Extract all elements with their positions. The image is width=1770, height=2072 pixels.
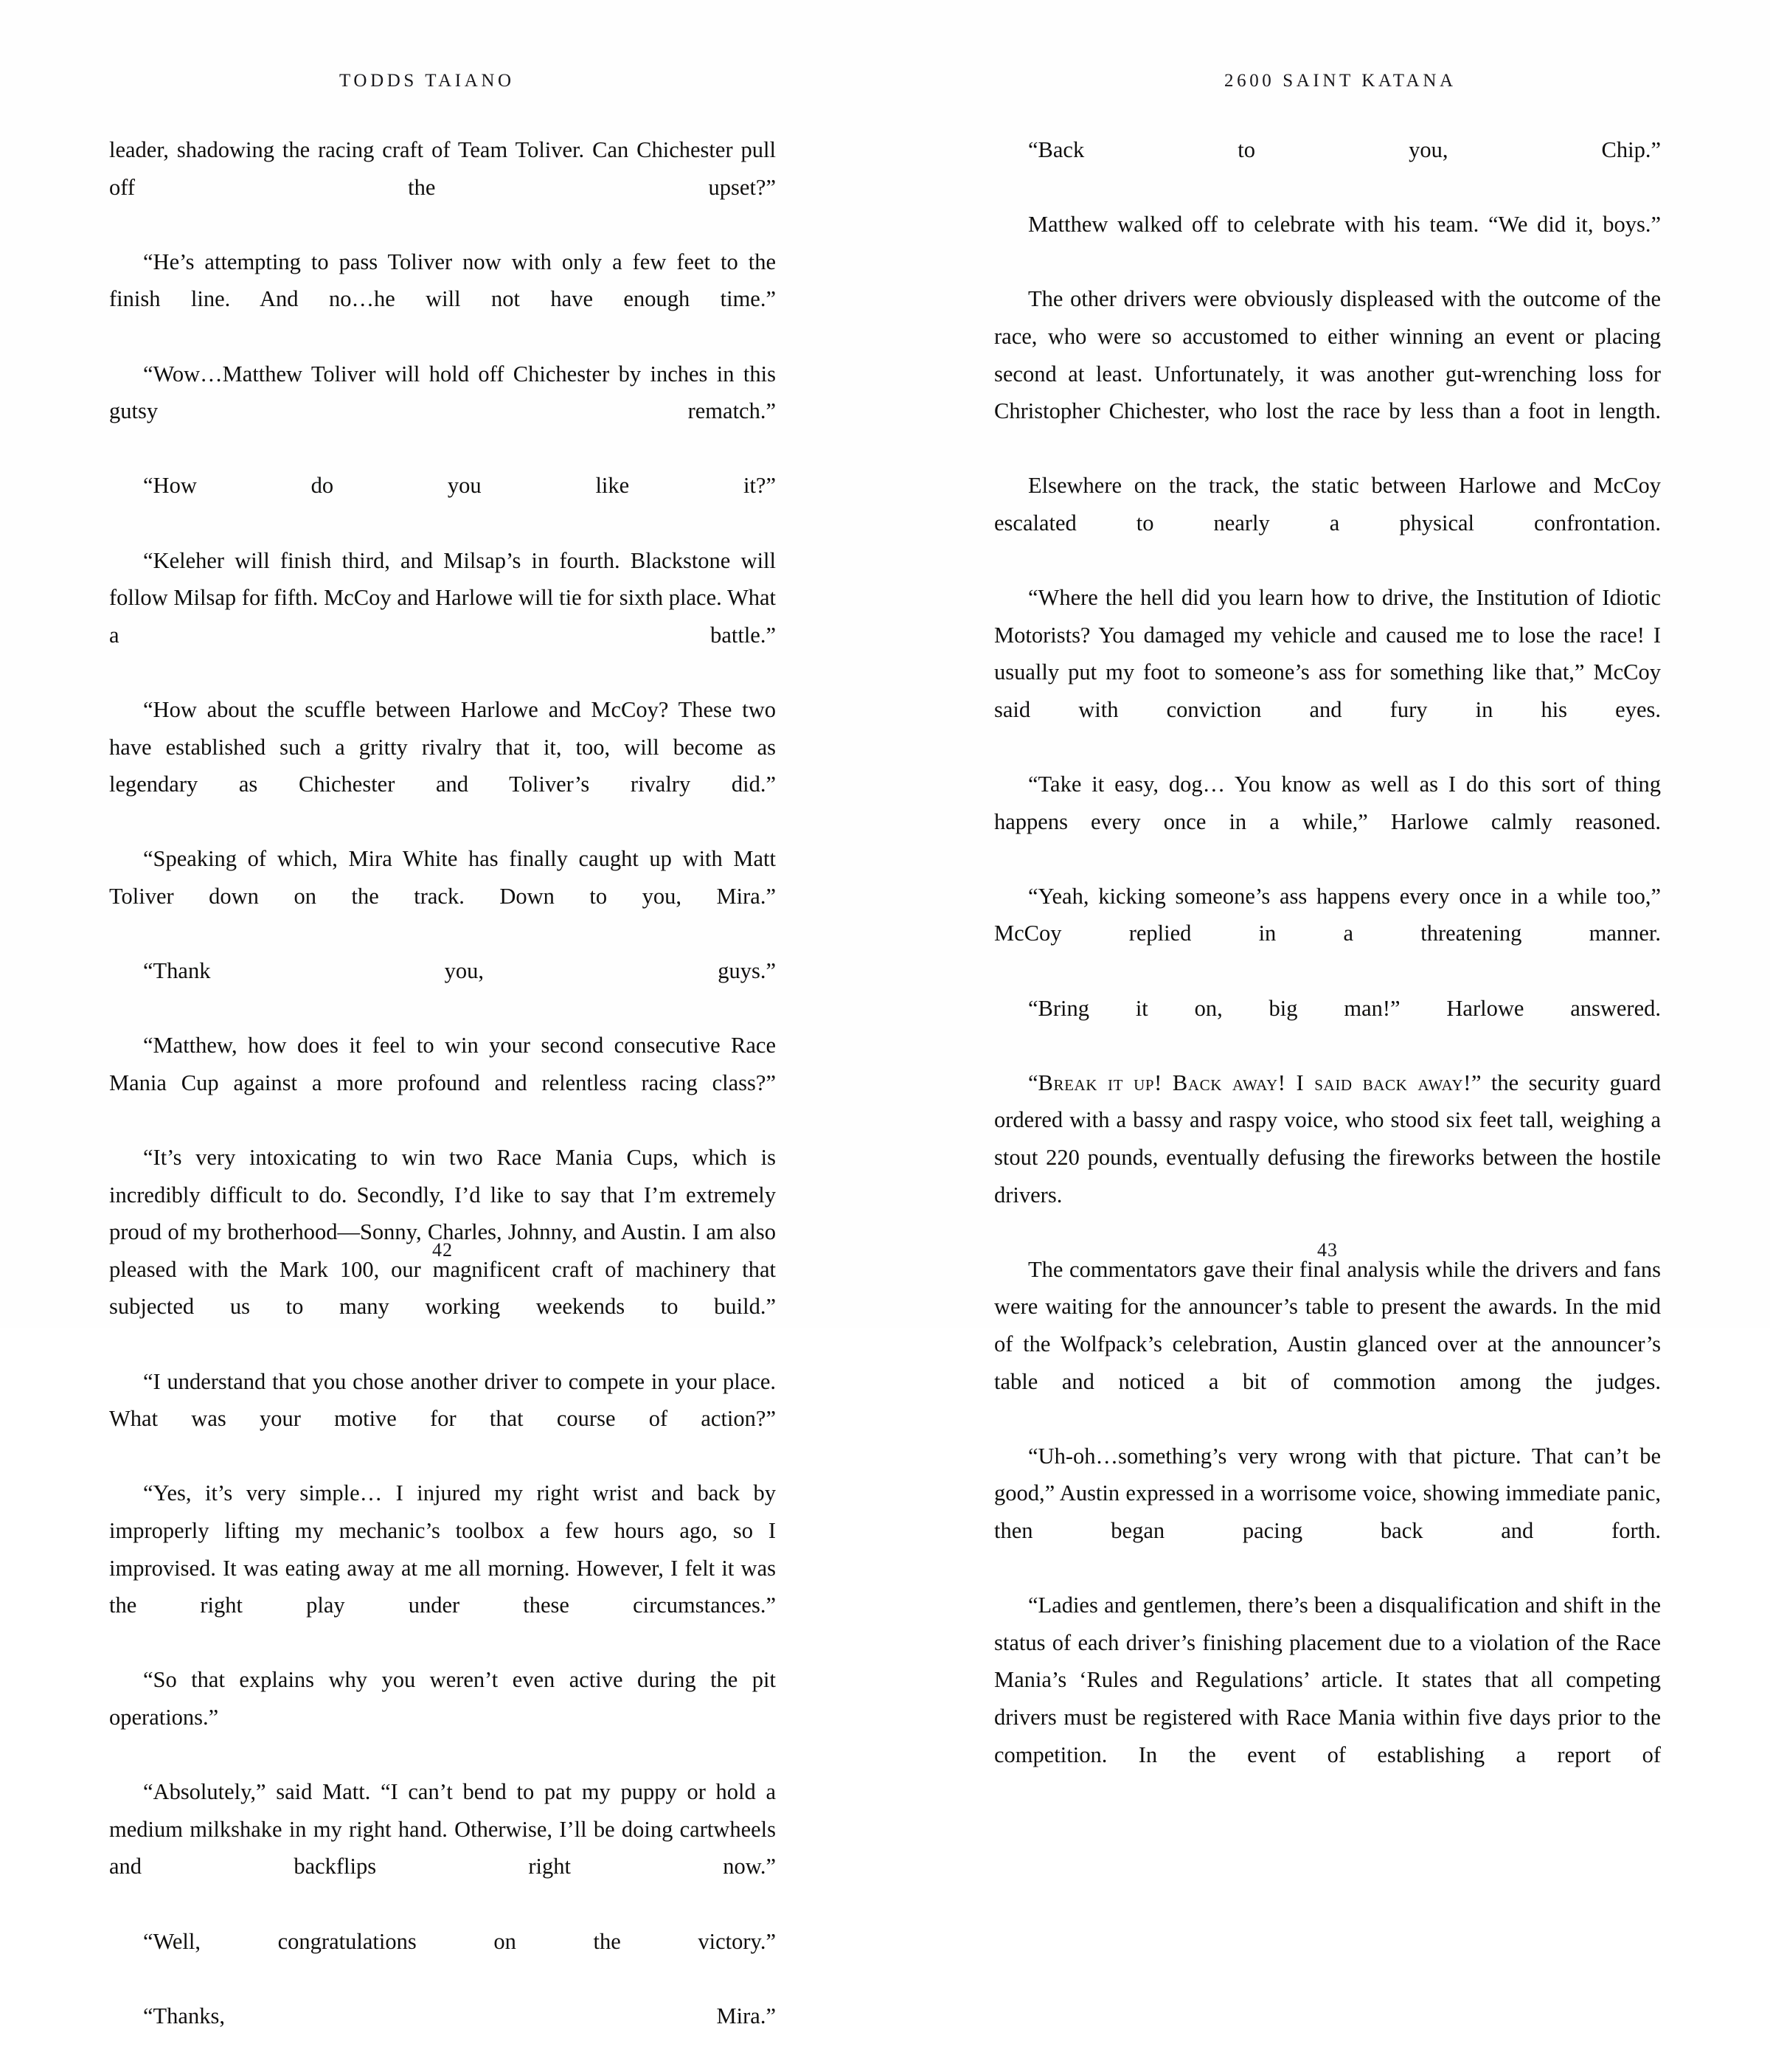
page-right [885, 0, 1770, 1767]
small-caps-shout: Break it up! Back away! I said back away! [1038, 1070, 1471, 1095]
paragraph: “Uh-oh…something’s very wrong with that picture. That can’t be good,” Austin expressed in a worrisome voice, showing immediate panic, then began pacing back and forth. [994, 1443, 1661, 1543]
body-text-left [109, 131, 776, 2072]
paragraph: The other drivers were obviously displeased with the outcome of the race, who were so accustomed to either winning an event or placing second at least. Unfortunately, it was another gut-wrenching loss for Christopher Chichester, who lost the race by less than a foot in length. [994, 286, 1661, 424]
paragraph: “How about the scuffle between Harlowe and McCoy? These two have established such a gritty rivalry that it, too, will become as legendary as Chichester and Toliver’s rivalry did.” [109, 696, 776, 797]
paragraph: “Back to you, Chip.” [1028, 137, 1661, 162]
paragraph: “Where the hell did you learn how to drive, the Institution of Idiotic Motorists? You damaged my vehicle and caused me to lose the race! I usually put my foot to someone’s ass for something like that,” McCoy said with conviction and fury in his eyes. [994, 585, 1661, 722]
paragraph: “He’s attempting to pass Toliver now with only a few feet to the finish line. And no…he will not have enough time.” [109, 249, 776, 312]
paragraph: The commentators gave their final analysis while the drivers and fans were waiting for the announcer’s table to present the awards. In the mid of the Wolfpack’s celebration, Austin glanced over at the announcer’s table and noticed a bit of commotion among the judges. [994, 1256, 1661, 1394]
page-left [0, 0, 885, 2028]
paragraph: “I understand that you chose another driver to compete in your place. What was your motive for that course of action?” [109, 1368, 776, 1432]
page-number-right: 43 [1317, 1239, 1338, 1261]
paragraph: “Thank you, guys.” [143, 958, 776, 984]
body-text-right [994, 131, 1661, 1811]
paragraph: Elsewhere on the track, the static between Harlowe and McCoy escalated to nearly a physical confrontation. [994, 473, 1661, 536]
paragraph: “So that explains why you weren’t even active during the pit operations.” [109, 1667, 776, 1730]
paragraph: “Wow…Matthew Toliver will hold off Chichester by inches in this gutsy rematch.” [109, 361, 776, 424]
paragraph: “Speaking of which, Mira White has finally caught up with Matt Toliver down on the track. Down to you, Mira.” [109, 846, 776, 909]
paragraph: “Yes, it’s very simple… I injured my right wrist and back by improperly lifting my mechanic’s toolbox a few hours ago, so I improvised. It was eating away at me all morning. However, I felt it was the right play under these circumstances.” [109, 1480, 776, 1618]
paragraph: “Well, congratulations on the victory.” [143, 1928, 776, 1954]
paragraph: “Absolutely,” said Matt. “I can’t bend to pat my puppy or hold a medium milkshake in my right hand. Otherwise, I’ll be doing cartwheels and backflips right now.” [109, 1779, 776, 1879]
paragraph: “It’s very intoxicating to win two Race Mania Cups, which is incredibly difficult to do. Secondly, I’d like to say that I’m extremely proud of my brotherhood—Sonny, Charles, Johnny, and Austin. I am also pleased with the Mark 100, our magnificent craft of machinery that subjected us to many working weekends to build.” [109, 1145, 776, 1320]
paragraph: leader, shadowing the racing craft of Team Toliver. Can Chichester pull off the upset?” [109, 137, 776, 200]
paragraph: “Thanks, Mira.” [143, 2003, 776, 2028]
paragraph: “Yeah, kicking someone’s ass happens every once in a while too,” McCoy replied in a threatening manner. [994, 883, 1661, 946]
paragraph: “Keleher will finish third, and Milsap’s in fourth. Blackstone will follow Milsap for fifth. McCoy and Harlowe will tie for sixth place. What a battle.” [109, 547, 776, 648]
running-head-left: TODDS TAIANO [339, 71, 515, 91]
page-number-left: 42 [432, 1239, 453, 1261]
paragraph: “How do you like it?” [143, 473, 776, 499]
paragraph: “Ladies and gentlemen, there’s been a disqualification and shift in the status of each driver’s finishing placement due to a violation of the Race Mania’s ‘Rules and Regulations’ article. It states that all competing drivers must be registered with Race Mania within five days prior to the competition. In the event of establishing a report of [994, 1593, 1661, 1767]
paragraph: “Take it easy, dog… You know as well as I do this sort of thing happens every once in a while,” Harlowe calmly reasoned. [994, 772, 1661, 834]
paragraph: “Bring it on, big man!” Harlowe answered. [1028, 995, 1661, 1021]
paragraph: Matthew walked off to celebrate with his team. “We did it, boys.” [1028, 212, 1661, 238]
running-head-right: 2600 SAINT KATANA [1224, 71, 1457, 91]
paragraph: “Break it up! Back away! I said back away!” the security guard ordered with a bassy and raspy voice, who stood six feet tall, weighing a stout 220 pounds, eventually defusing the fireworks between the hostile drivers. [994, 1070, 1661, 1207]
paragraph: “Matthew, how does it feel to win your second consecutive Race Mania Cup against a more profound and relentless racing class?” [109, 1033, 776, 1095]
